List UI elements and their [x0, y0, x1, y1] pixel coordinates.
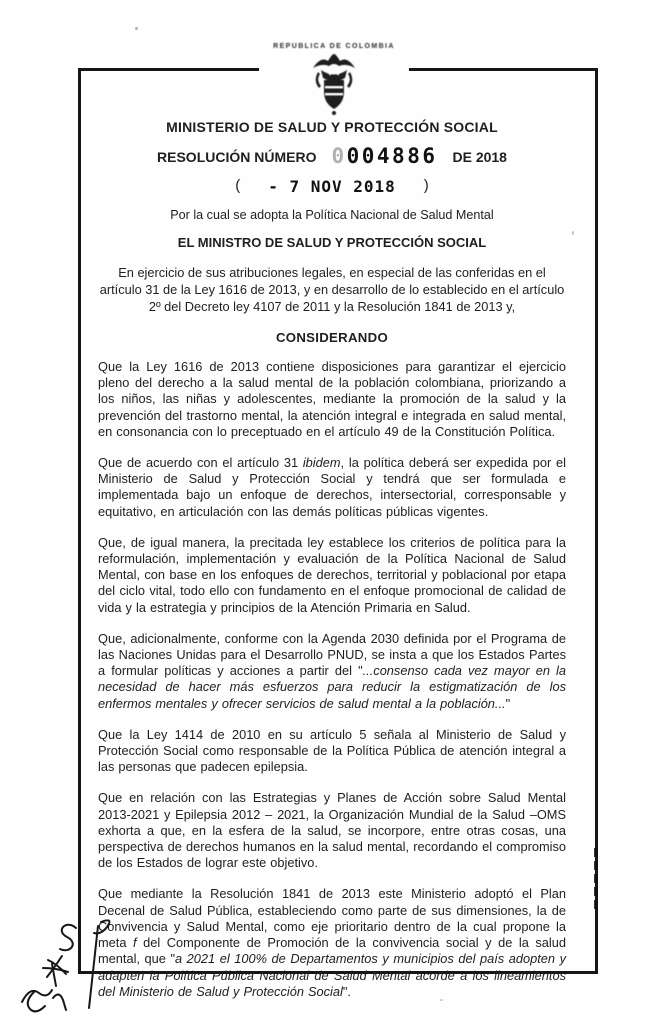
- resolution-number-line: [98, 145, 566, 169]
- preamble-paragraph: En ejercicio de sus atribuciones legales, en especial de las conferidas en el artículo 31 de la Ley 1616 de 2013, y en desarrollo de lo establecido en el artículo 2º del Decreto ley 4107 de 2011 y la Resolución 1841 de 2013 y,: [99, 265, 565, 314]
- body-paragraph: [98, 631, 566, 712]
- paragraph-text: Que, adicionalmente, conforme con la Agenda 2030 definida por el Programa de las Naciones Unidas para el Desarrollo PNUD, se insta a que los Estados Partes a formular políticas y acciones a partir del ": [98, 630, 566, 679]
- paragraph-text: ".: [342, 983, 351, 999]
- date-line: [98, 177, 566, 196]
- handwritten-signature: [8, 912, 133, 1020]
- paragraph-text: Que mediante la Resolución 1841 de 2013 este Ministerio adoptó el Plan Decenal de Salud Pública, estableciendo como parte de sus dimensiones, la de Convivencia y Salud Mental, como eje prioritario dentro de la cual propone la meta: [98, 886, 566, 951]
- stamp-faint-digit: 0: [331, 144, 347, 168]
- considering-heading: CONSIDERANDO: [275, 330, 389, 345]
- quoted-italic-text: ibidem: [302, 455, 341, 471]
- republic-header-label: REPUBLICA DE COLOMBIA: [273, 43, 395, 50]
- considering-paragraphs: [98, 359, 566, 1000]
- document-border-frame: [78, 68, 598, 999]
- resolution-number-stamp: [331, 144, 437, 168]
- quoted-italic-text: a 2021 el 100% de Departamentos y municipios del país adopten y adapten la Política Pública Nacional de Salud Mental acorde a los lineamientos del Ministerio de Salud y Protección Social: [98, 951, 566, 999]
- quoted-italic-text: ...consenso cada vez mayor en la necesidad de hacer más esfuerzos para reducir la estigmatización de los enfermos mentales y ofrecer servicios de salud mental a la población...: [98, 663, 567, 711]
- paragraph-text: Que la Ley 1616 de 2013 contiene disposiciones para garantizar el ejercicio pleno del derecho a la salud mental de la población colombiana, priorizando a los niños, las niñas y adolescentes, mediante la promoción de la salud y la prevención del trastorno mental, la atención integral e integrada en salud mental, en consonancia con lo preceptuado en el artículo 49 de la Constitución Política.: [98, 359, 566, 439]
- close-paren: ): [423, 177, 429, 194]
- resolution-number: 004886: [346, 144, 438, 168]
- paragraph-text: Que la Ley 1414 de 2010 en su artículo 5 señala al Ministerio de Salud y Protección Social como responsable de la Política Pública de atención integral a las personas que padecen epilepsia.: [98, 726, 566, 775]
- open-paren: (: [235, 177, 241, 194]
- body-paragraph: [98, 455, 566, 520]
- body-paragraph: [98, 727, 566, 776]
- paragraph-text: Que en relación con las Estrategias y Planes de Acción sobre Salud Mental 2013-2021 y Epilepsia 2012 – 2021, la Organización Mundial de la Salud –OMS exhorta a que, en la esfera de la salud, se incorpore, entre otras cosas, una perspectiva de derechos humanos en la salud mental, recordando el compromiso de los Estados de lograr este objetivo.: [98, 790, 566, 871]
- quoted-italic-text: f: [133, 935, 137, 951]
- scan-artifact-dot: [135, 27, 138, 30]
- ministry-title: MINISTERIO DE SALUD Y PROTECCIÓN SOCIAL: [166, 119, 498, 135]
- resolution-label: RESOLUCIÓN NÚMERO: [157, 149, 317, 165]
- date-stamp: - 7 NOV 2018: [268, 177, 396, 196]
- subject-line: Por la cual se adopta la Política Nacional de Salud Mental: [170, 208, 494, 222]
- paragraph-text: Que de acuerdo con el artículo 31: [98, 455, 303, 471]
- paragraph-text: , la política deberá ser expedida por el Ministerio de Salud y Protección Social y tendrá que ser formulada e implementada bajo un enfoque de derechos, intersectorial, corresponsable y equitativo, en articulación con las demás políticas públicas vigentes.: [98, 455, 566, 519]
- body-paragraph: [98, 535, 566, 616]
- paragraph-text: Que, de igual manera, la precitada ley establece los criterios de política para la reformulación, implementación y evaluación de la Política Nacional de Salud Mental, con base en los enfoques de derechos, territorial y poblacional por etapa del ciclo vital, todo ello con fundamento en el enfoque promocional de calidad de vida y la estrategia y principios de la Atención Primaria en Salud.: [98, 534, 566, 615]
- body-paragraph: [98, 790, 566, 871]
- body-paragraph: [98, 359, 566, 440]
- authority-line: EL MINISTRO DE SALUD Y PROTECCIÓN SOCIAL: [177, 235, 487, 250]
- scan-artifact-dashes: [594, 848, 598, 910]
- body-paragraph: [98, 886, 566, 999]
- resolution-year: DE 2018: [452, 149, 507, 165]
- coat-of-arms-icon: [259, 52, 409, 118]
- paragraph-text: del Componente de Promoción de la convivencia social y de la salud mental, que ": [98, 935, 566, 967]
- paragraph-text: ": [505, 695, 511, 711]
